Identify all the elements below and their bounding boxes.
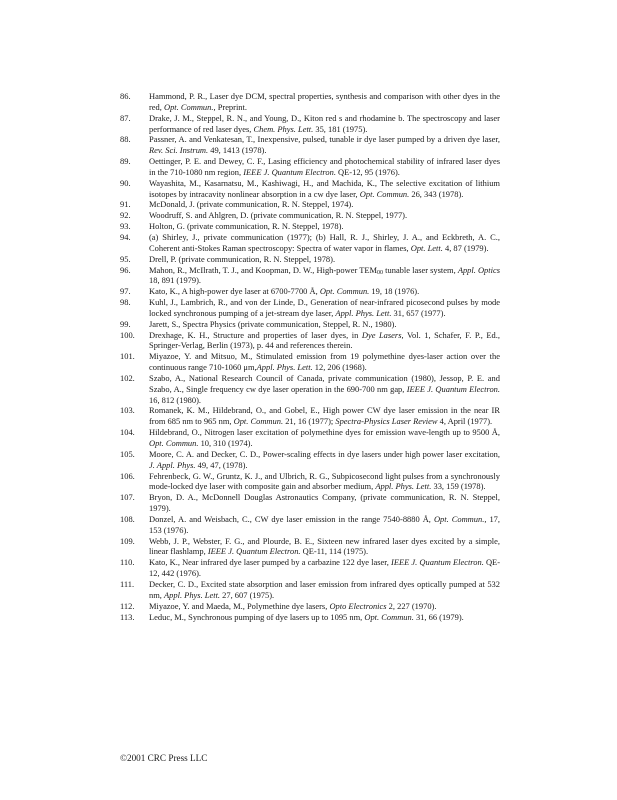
reference-journal: Opt. Commun. (149, 438, 199, 448)
reference-number: 95. (120, 253, 131, 264)
reference-entry (120, 221, 500, 232)
reference-text-segment: 16, 812 (1980). (149, 394, 202, 405)
reference-entry (120, 449, 500, 471)
reference-text-segment: Miyazoe, Y. and Mitsuo, M., Stimulated emission from 19 polymethine dyes-laser action over the continuous range 710-1060 μm, (149, 351, 500, 373)
reference-text-segment: Oettinger, P. E. and Dewey, C. F., Lasing efficiency and photochemical stability of infrared laser dyes in the 710-1080 nm region, (149, 156, 500, 177)
reference-entry (120, 254, 500, 265)
reference-entry (120, 579, 500, 601)
reference-number: 113. (120, 611, 135, 622)
reference-text-segment: 27, 607 (1975). (220, 589, 275, 600)
reference-text-segment: 12, 206 (1968). (312, 362, 367, 373)
reference-text-segment: 4, April (1977). (437, 416, 493, 427)
reference-text-segment: Holton, G. (private communication, R. N. Steppel, 1978). (149, 221, 344, 232)
reference-text (149, 156, 500, 178)
reference-text (149, 536, 500, 558)
reference-text-segment: (a) Shirley, J., private communication (1977); (b) Hall, R. J., Shirley, J. A., and Eckbreth, A. C., Coherent anti-Stokes Raman spectroscopy: Spectra of water vapor in flames, (149, 231, 500, 253)
reference-text-segment: Drell, P. (private communication, R. N. Steppel, 1978). (149, 253, 336, 264)
reference-text (149, 427, 500, 449)
reference-text-segment: 49, 47, (1978). (195, 459, 248, 470)
reference-text (149, 514, 500, 536)
reference-entry (120, 265, 500, 287)
reference-text-segment: , Vol. 1, Schafer, F. P., Ed., Springer-Verlag, Berlin (1973), p. 44 and references therein. (149, 329, 500, 351)
reference-text-segment: 00 (377, 269, 384, 276)
reference-entry (120, 351, 500, 373)
reference-journal: Opto Electronics (329, 600, 387, 611)
reference-text (149, 265, 500, 287)
reference-text-segment: QE-11, 114 (1975). (300, 546, 369, 557)
reference-number: 108. (120, 513, 135, 524)
reference-entry (120, 330, 500, 352)
reference-number: 101. (120, 351, 135, 362)
reference-text (149, 221, 500, 232)
reference-text-segment: 31, 657 (1977). (391, 307, 446, 318)
reference-entry (120, 286, 500, 297)
reference-text-segment: Passner, A. and Venkatesan, T., Inexpensive, pulsed, tunable ir dye laser pumped by a driven dye laser, (149, 134, 500, 145)
reference-number: 92. (120, 210, 131, 221)
reference-text (149, 471, 500, 493)
reference-number: 110. (120, 557, 135, 568)
reference-text-segment: 18, 891 (1979). (149, 275, 202, 286)
reference-number: 86. (120, 91, 131, 101)
reference-text-segment: Leduc, M., Synchronous pumping of dye lasers up to 1095 nm, (149, 611, 365, 622)
reference-text (149, 319, 500, 330)
reference-entry (120, 134, 500, 156)
reference-text (149, 405, 500, 427)
reference-text-segment: QE-12, 442 (1976). (149, 557, 501, 579)
reference-text-segment: Hildebrand, O., Nitrogen laser excitation of polymethine dyes for emission wave-length up to 9500 Å, (149, 427, 500, 438)
reference-text (149, 232, 500, 254)
reference-text-segment: , Preprint. (213, 101, 247, 112)
reference-entry (120, 536, 500, 558)
reference-text-segment: Kato, K., Near infrared dye laser pumped by a carbazine 122 dye laser, (149, 557, 392, 568)
reference-text (149, 449, 500, 471)
reference-journal: Opt. Commun. (364, 611, 414, 622)
reference-number: 97. (120, 286, 131, 297)
reference-number: 98. (120, 297, 131, 308)
reference-number: 107. (120, 492, 135, 503)
reference-text-segment: 49, 1413 (1978). (208, 145, 267, 156)
reference-text-segment: Hammond, P. R., Laser dye DCM, spectral properties, synthesis and comparison with other dyes in the red, (149, 91, 500, 112)
reference-text (149, 612, 500, 623)
reference-entry (120, 113, 500, 135)
reference-text (149, 373, 500, 406)
reference-text (149, 330, 500, 352)
reference-text-segment: Szabo, A., National Research Council of Canada, private communication (1980), Jessop, P. E. and Szabo, A., Single frequency cw dye laser operation in the 690-700 nm gap, (149, 372, 500, 394)
reference-text-segment: Mahon, R., McIlrath, T. J., and Koopman, D. W., High-power TEM (149, 264, 378, 275)
reference-entry (120, 471, 500, 493)
reference-number: 103. (120, 405, 135, 416)
reference-number: 96. (120, 264, 131, 275)
reference-number: 102. (120, 372, 135, 383)
reference-text-segment: 2, 227 (1970). (386, 600, 437, 611)
reference-entry (120, 514, 500, 536)
reference-text-segment: Miyazoe, Y. and Maeda, M., Polymethine dye lasers, (149, 600, 330, 611)
reference-journal: Opt. Commun. (433, 513, 485, 524)
reference-text-segment: Jarett, S., Spectra Physics (private communication, Steppel, R. N., 1980). (149, 318, 397, 329)
reference-entry (120, 557, 500, 579)
reference-text-segment: Drake, J. M., Steppel, R. N., and Young, D., Kiton red s and rhodamine b. The spectroscopy and laser performance of red laser dyes, (149, 112, 500, 134)
reference-journal: Opt. Commun. (233, 416, 284, 427)
reference-number: 100. (120, 329, 135, 340)
reference-text-segment: 33, 159 (1978). (431, 481, 486, 492)
reference-text-segment: 26, 343 (1978). (409, 188, 464, 199)
reference-journal: IEEE J. Quantum Electron. (207, 546, 301, 557)
reference-text (149, 113, 500, 135)
copyright-footer: ©2001 CRC Press LLC (120, 753, 208, 763)
reference-entry (120, 210, 500, 221)
reference-text-segment: 35, 181 (1975). (313, 123, 368, 134)
reference-entry (120, 319, 500, 330)
reference-text-segment: Kato, K., A high-power dye laser at 6700-7700 Å, (149, 286, 320, 297)
reference-text-segment: Decker, C. D., Excited state absorption and laser emission from infrared dyes optically pumped at 532 nm, (149, 578, 500, 600)
reference-journal: IEEE J. Quantum Electron. (391, 557, 484, 568)
reference-entry (120, 199, 500, 210)
reference-text-segment: 31, 66 (1979). (413, 611, 464, 622)
reference-entry (120, 156, 500, 178)
reference-text (149, 579, 500, 601)
reference-number: 93. (120, 221, 131, 232)
reference-number: 99. (120, 318, 131, 329)
reference-journal: Appl. Phys. Lett. (375, 481, 432, 492)
reference-entry (120, 232, 500, 254)
reference-journal: Appl. Optics (457, 264, 500, 275)
reference-number: 112. (120, 600, 135, 611)
reference-number: 104. (120, 427, 135, 438)
reference-journal: J. Appl. Phys. (149, 459, 196, 470)
reference-text-segment: , 17, 153 (1976). (149, 513, 500, 535)
reference-entry (120, 405, 500, 427)
reference-text-segment: Webb, J. P., Webster, F. G., and Plourde, B. E., Sixteen new infrared laser dyes excited by a simple, linear flashlamp, (149, 535, 500, 557)
reference-number: 89. (120, 156, 131, 167)
reference-number: 106. (120, 470, 135, 481)
reference-journal: Appl. Phys. Lett. (335, 307, 392, 318)
reference-number: 94. (120, 231, 131, 242)
reference-text-segment: Wayashita, M., Kasarnatsu, M., Kashiwagi, H., and Machida, K., The selective excitation of lithium isotopes by intracavity nonlinear absorption in a cw dye laser, (149, 177, 500, 199)
reference-text-segment: Donzel, A. and Weisbach, C., CW dye laser emission in the range 7540-8880 Å, (149, 513, 434, 524)
reference-text (149, 297, 500, 319)
reference-journal: Appl. Phys. Lett. (256, 362, 313, 373)
reference-text-segment: Woodruff, S. and Ahlgren, D. (private communication, R. N. Steppel, 1977). (149, 210, 408, 221)
reference-text (149, 134, 500, 156)
reference-journal: IEEE J. Quantum Electron. (243, 166, 336, 177)
reference-text (149, 254, 500, 265)
reference-number: 90. (120, 177, 131, 188)
reference-entry (120, 297, 500, 319)
reference-text (149, 492, 500, 514)
reference-number: 91. (120, 199, 131, 210)
reference-number: 88. (120, 134, 131, 145)
reference-list (120, 91, 500, 622)
reference-number: 111. (120, 578, 135, 589)
reference-text (149, 91, 500, 113)
reference-text-segment: Fehrenbeck, G. W., Gruntz, K. J., and Ulbrich, R. G., Subpicosecond light pulses from a synchronously mode-locked dye laser with composite gain and absorber medium, (149, 470, 500, 492)
reference-text-segment: McDonald, J. (private communication, R. N. Steppel, 1974). (149, 199, 354, 210)
reference-text (149, 199, 500, 210)
reference-text (149, 351, 500, 373)
reference-journal: Opt. Commun. (164, 101, 214, 112)
reference-text-segment: 10, 310 (1974). (198, 438, 253, 448)
reference-text (149, 178, 500, 200)
reference-text-segment: Moore, C. A. and Decker, C. D., Power-scaling effects in dye lasers under high power laser excitation, (149, 448, 500, 459)
reference-journal: Appl. Phys. Lett. (164, 589, 221, 600)
reference-text-segment: tunable laser system, (383, 264, 458, 275)
reference-number: 109. (120, 535, 135, 546)
reference-text-segment: 21, 16 (1977); (283, 416, 336, 427)
reference-entry (120, 91, 500, 113)
reference-text-segment: QE-12, 95 (1976). (335, 166, 400, 177)
reference-entry (120, 178, 500, 200)
reference-text (149, 210, 500, 221)
reference-text-segment: 19, 18 (1976). (369, 286, 420, 297)
reference-journal: Opt. Commun. (319, 286, 370, 297)
reference-text (149, 286, 500, 297)
reference-journal: Opt. Lett. (410, 242, 443, 253)
reference-journal: Chem. Phys. Lett. (253, 123, 314, 134)
reference-journal: IEEE J. Quantum Electron. (406, 383, 500, 394)
reference-text-segment: Romanek, K. M., Hildebrand, O., and Gobel, E., High power CW dye laser emission in the near IR from 685 nm to 965 nm, (149, 405, 500, 427)
reference-text-segment: Bryon, D. A., McDonnell Douglas Astronautics Company, (private communication, R. N. Steppel, 1979). (149, 492, 500, 514)
reference-journal: Opt. Commun. (359, 188, 410, 199)
reference-number: 105. (120, 448, 135, 459)
reference-text-segment: Drexhage, K. H., Structure and properties of laser dyes, in (149, 329, 362, 340)
reference-entry (120, 427, 500, 449)
reference-number: 87. (120, 112, 131, 123)
reference-text (149, 601, 500, 612)
reference-entry (120, 612, 500, 623)
reference-entry (120, 373, 500, 406)
reference-text (149, 557, 500, 579)
reference-entry (120, 492, 500, 514)
reference-entry (120, 601, 500, 612)
reference-text-segment: Kuhl, J., Lambrich, R., and von der Linde, D., Generation of near-infrared picosecond pulses by mode locked synchronous pumping of a jet-stream dye laser, (149, 297, 500, 318)
reference-journal: Rev. Sci. Instrum. (149, 145, 209, 156)
reference-journal: Spectra-Physics Laser Review (335, 416, 438, 427)
reference-journal: Dye Lasers (361, 329, 402, 340)
reference-text-segment: 4, 87 (1979). (442, 242, 489, 253)
